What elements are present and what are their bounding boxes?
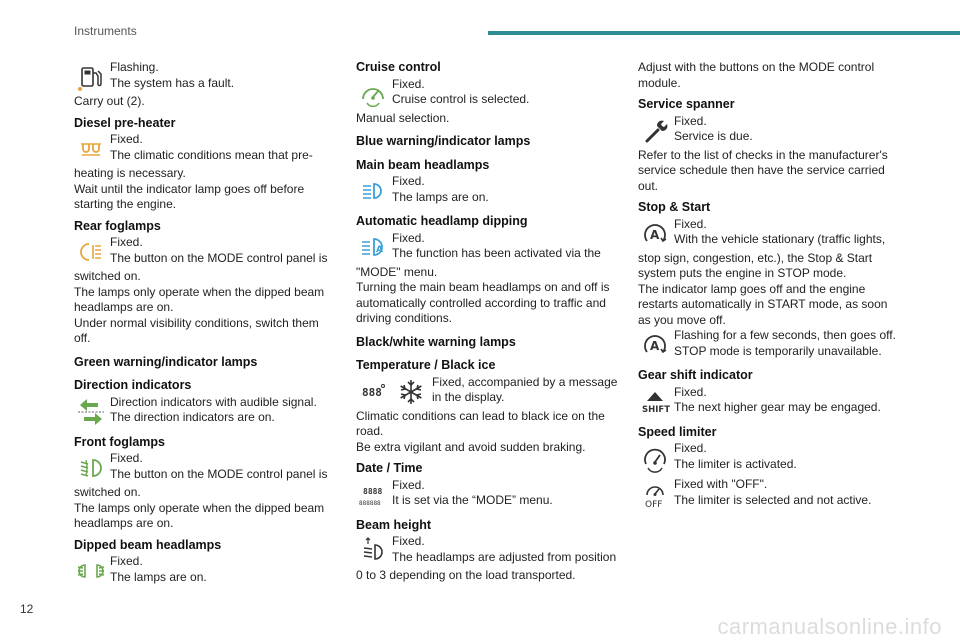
stop-start-after-1: stop sign, congestion, etc.), the Stop & Start xyxy=(638,250,873,265)
front-fog-title: Front foglamps xyxy=(74,434,165,449)
stop-start-line-1: Fixed. xyxy=(674,216,707,231)
limiter-off-line-1: Fixed with "OFF". xyxy=(674,477,768,491)
limiter-line-2: The limiter is activated. xyxy=(674,456,797,471)
date-row xyxy=(356,478,624,512)
cruise-line-1: Fixed. xyxy=(392,76,425,91)
sidelamps-icon xyxy=(74,554,108,588)
dipped-title: Dipped beam headlamps xyxy=(74,537,222,552)
stop-start-flash-line-2: STOP mode is temporarily unavailable. xyxy=(674,343,882,358)
main-beam-icon xyxy=(356,174,390,208)
temp-title: Temperature / Black ice xyxy=(356,358,496,372)
service-after-2: service schedule then have the service carried xyxy=(638,163,885,177)
auto-dip-row xyxy=(356,231,624,265)
rear-fog-after-2: The lamps only operate when the dipped beam xyxy=(74,284,325,299)
svg-text:8888: 8888 xyxy=(363,486,383,496)
temp-after-2: road. xyxy=(356,424,384,438)
stop-start-after-3: The indicator lamp goes off and the engine xyxy=(638,281,866,296)
page-number: 12 xyxy=(20,602,34,616)
diesel-after-2: Wait until the indicator lamp goes off before xyxy=(74,181,305,196)
service-after-3: out. xyxy=(638,178,659,193)
auto-dip-line-1: Fixed. xyxy=(392,230,425,245)
front-fog-after-3: headlamps are on. xyxy=(74,516,174,530)
beam-title: Beam height xyxy=(356,517,432,532)
auto-headlamp-icon xyxy=(356,231,390,265)
cruise-after: Manual selection. xyxy=(356,110,450,125)
rear-fog-row xyxy=(74,235,342,269)
limiter-title: Speed limiter xyxy=(638,424,717,439)
off-icon-text: OFF xyxy=(645,500,663,509)
diesel-title: Diesel pre-heater xyxy=(74,115,176,130)
spanner-icon xyxy=(638,114,672,148)
stop-start-flash-line-1: Flashing for a few seconds, then goes off. xyxy=(674,328,896,342)
front-foglamp-icon xyxy=(74,451,108,485)
rear-fog-after-1: switched on. xyxy=(74,269,141,283)
main-beam-line-2: The lamps are on. xyxy=(392,189,489,204)
speed-limiter-icon xyxy=(638,441,672,475)
stop-start-after-4: restarts automatically in START mode, as soon xyxy=(638,297,888,311)
auto-dip-line-2: The function has been activated via the xyxy=(392,246,601,260)
dipped-line-1: Fixed. xyxy=(110,554,143,568)
date-line-1: Fixed. xyxy=(392,477,425,492)
gear-title: Gear shift indicator xyxy=(638,368,753,382)
stop-start-after-5: as you move off. xyxy=(638,312,726,327)
page-header-title: Instruments xyxy=(74,24,137,38)
cruise-control-icon xyxy=(356,77,390,111)
auto-dip-title: Automatic headlamp dipping xyxy=(356,214,528,228)
limiter-off-row xyxy=(638,477,906,511)
fuel-line-1: Flashing. xyxy=(110,60,159,74)
stop-start-line-2: With the vehicle stationary (traffic lights, xyxy=(674,232,886,246)
glow-plug-icon xyxy=(74,132,108,166)
cruise-row xyxy=(356,77,624,111)
date-line-2: It is set via the “MODE” menu. xyxy=(392,493,553,507)
cruise-title: Cruise control xyxy=(356,60,441,74)
rear-fog-after-5: off. xyxy=(74,331,91,345)
diesel-line-1: Fixed. xyxy=(110,132,143,146)
watermark: carmanualsonline.info xyxy=(717,613,942,639)
beam-line-1: Fixed. xyxy=(392,534,425,548)
stop-start-flash-row xyxy=(638,328,906,362)
front-fog-line-1: Fixed. xyxy=(110,451,143,465)
date-title: Date / Time xyxy=(356,461,423,475)
beam-after: 0 to 3 depending on the load transported. xyxy=(356,568,576,582)
blue-section-title: Blue warning/indicator lamps xyxy=(356,134,531,148)
bw-section-title: Black/white warning lamps xyxy=(356,334,516,349)
front-fog-after-2: The lamps only operate when the dipped beam xyxy=(74,500,325,515)
temp-after-1: Climatic conditions can lead to black ice on the xyxy=(356,408,605,423)
gear-line-1: Fixed. xyxy=(674,384,707,399)
column-2 xyxy=(356,60,624,584)
temp-line-1: Fixed, accompanied by a message xyxy=(432,374,618,389)
rear-fog-line-2: The button on the MODE control panel is xyxy=(110,250,328,265)
rear-foglamp-icon xyxy=(74,235,108,269)
snowflake-icon xyxy=(394,375,428,409)
fuel-line-2: The system has a fault. xyxy=(110,75,235,90)
shift-icon-text: SHIFT xyxy=(642,404,670,415)
stop-start-flashing-icon xyxy=(638,328,672,362)
auto-dip-after-4: driving conditions. xyxy=(356,311,453,325)
svg-text:A: A xyxy=(650,339,660,353)
service-after-1: Refer to the list of checks in the manufacturer's xyxy=(638,147,888,162)
svg-text:A: A xyxy=(650,227,660,242)
fuel-pump-icon xyxy=(74,60,108,94)
clock-display-icon xyxy=(356,478,390,512)
stop-start-row xyxy=(638,217,906,251)
svg-text:888888: 888888 xyxy=(359,499,381,507)
diesel-after-3: starting the engine. xyxy=(74,197,177,211)
rear-fog-line-1: Fixed. xyxy=(110,235,143,249)
diesel-line-2: The climatic conditions mean that pre- xyxy=(110,147,313,162)
direction-line-2: The direction indicators are on. xyxy=(110,410,275,424)
rear-fog-after-4: Under normal visibility conditions, switch them xyxy=(74,315,319,330)
gear-row xyxy=(638,385,906,419)
direction-row xyxy=(74,395,342,429)
direction-line-1: Direction indicators with audible signal. xyxy=(110,394,317,409)
column-1 xyxy=(74,60,342,588)
stop-start-title: Stop & Start xyxy=(638,200,711,214)
service-row xyxy=(638,114,906,148)
direction-arrows-icon xyxy=(74,395,108,429)
limiter-line-1: Fixed. xyxy=(674,441,707,455)
auto-dip-after-1: "MODE" menu. xyxy=(356,264,438,279)
temp-line-2: in the display. xyxy=(432,390,505,404)
dipped-line-2: The lamps are on. xyxy=(110,569,207,584)
service-line-1: Fixed. xyxy=(674,113,707,128)
fuel-after: Carry out (2). xyxy=(74,94,145,108)
beam-height-icon xyxy=(356,534,390,568)
limiter-row xyxy=(638,441,906,475)
svg-text:888: 888 xyxy=(362,385,382,399)
intro-line-2: module. xyxy=(638,75,681,90)
gear-line-2: The next higher gear may be engaged. xyxy=(674,400,881,414)
shift-up-icon xyxy=(638,385,672,419)
green-section-title: Green warning/indicator lamps xyxy=(74,354,258,369)
beam-row xyxy=(356,534,624,568)
main-beam-line-1: Fixed. xyxy=(392,174,425,188)
stop-start-icon xyxy=(638,217,672,251)
temperature-display-icon xyxy=(356,375,390,409)
fuel-warning-row xyxy=(74,60,342,94)
rear-fog-after-3: headlamps are on. xyxy=(74,300,174,314)
svg-text:A: A xyxy=(376,244,383,255)
dipped-row xyxy=(74,554,342,588)
column-3 xyxy=(638,60,906,511)
temp-after-3: Be extra vigilant and avoid sudden braking. xyxy=(356,439,586,454)
main-beam-row xyxy=(356,174,624,208)
front-fog-line-2: The button on the MODE control panel is xyxy=(110,466,328,481)
header-accent-bar xyxy=(488,31,960,35)
temp-row xyxy=(356,375,624,409)
speed-limiter-off-icon xyxy=(638,477,672,511)
rear-fog-title: Rear foglamps xyxy=(74,218,161,233)
stop-start-after-2: system puts the engine in STOP mode. xyxy=(638,266,847,280)
limiter-off-line-2: The limiter is selected and not active. xyxy=(674,492,872,507)
cruise-line-2: Cruise control is selected. xyxy=(392,92,530,106)
intro-line-1: Adjust with the buttons on the MODE control xyxy=(638,60,875,74)
auto-dip-after-3: automatically controlled according to traffic and xyxy=(356,295,606,310)
auto-dip-after-2: Turning the main beam headlamps on and off is xyxy=(356,280,610,294)
front-fog-row xyxy=(74,451,342,485)
service-line-2: Service is due. xyxy=(674,129,753,143)
diesel-after-1: heating is necessary. xyxy=(74,166,186,180)
beam-line-2: The headlamps are adjusted from position xyxy=(392,549,617,564)
main-beam-title: Main beam headlamps xyxy=(356,157,490,172)
diesel-row xyxy=(74,132,342,166)
direction-title: Direction indicators xyxy=(74,378,192,392)
front-fog-after-1: switched on. xyxy=(74,485,141,499)
service-title: Service spanner xyxy=(638,97,735,111)
